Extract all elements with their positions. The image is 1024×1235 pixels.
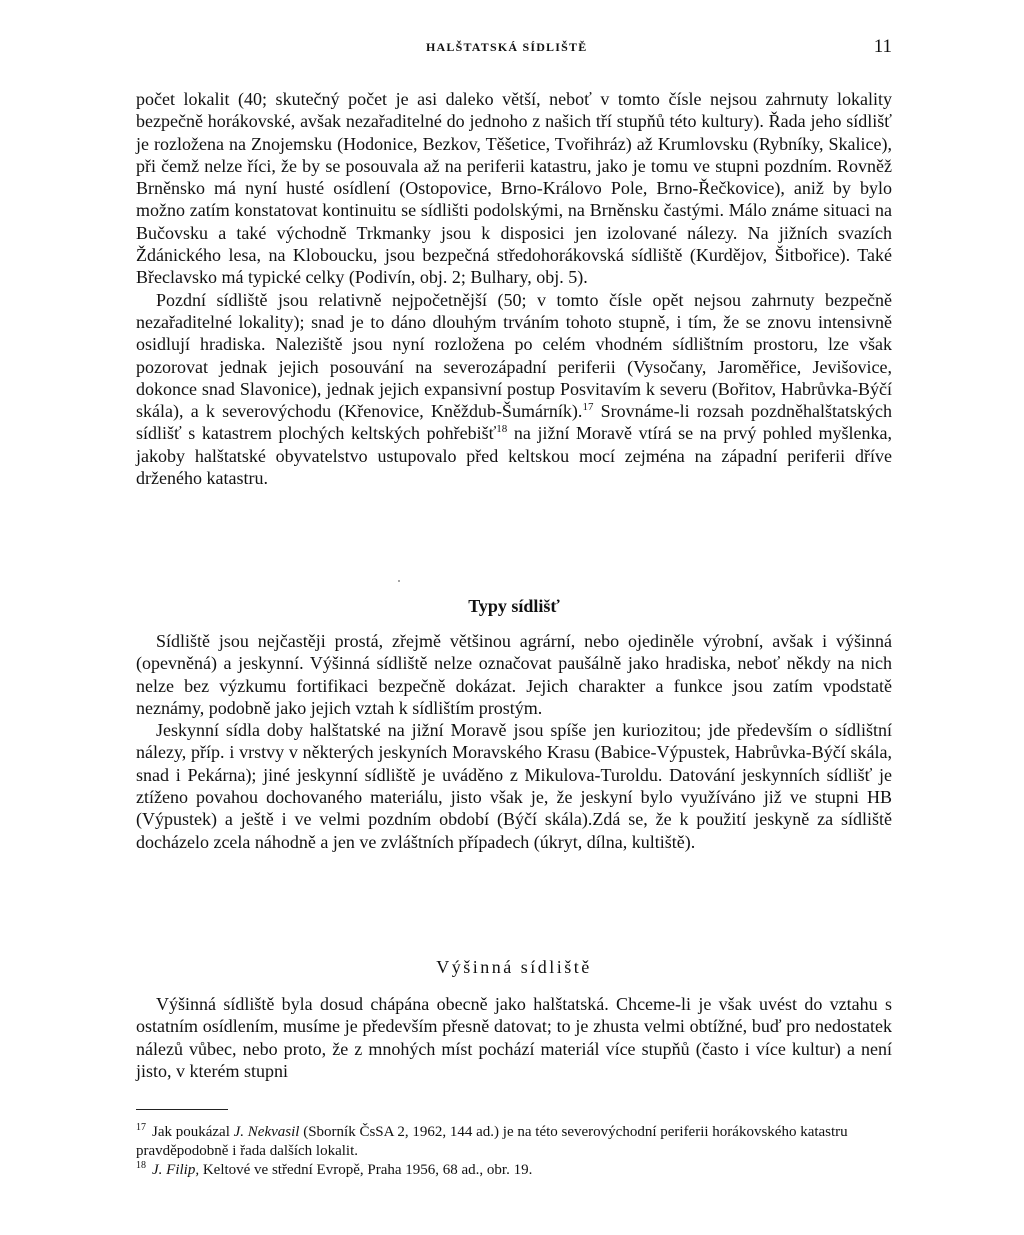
footnote-text-after: Keltové ve střední Evropě, Praha 1956, 68 ad., obr. 19. bbox=[199, 1162, 533, 1178]
heading-vysinna-sidliste: Výšinná sídliště bbox=[436, 957, 592, 977]
paragraph-late-part-3: na jižní Moravě vtírá se na prvý pohled myšlenka, jakoby halštatské obyvatelstvo ustupovalo před keltskou mocí zejména na západní periferii dříve drženého katastru. bbox=[136, 423, 892, 489]
footnote-17 bbox=[136, 1123, 892, 1161]
section-vysinna-sidliste bbox=[136, 993, 892, 1082]
footnote-author: J. Filip, bbox=[152, 1162, 200, 1178]
running-title: HALŠTATSKÁ SÍDLIŠTĚ bbox=[426, 40, 588, 54]
paragraph-late-part-2: Srovnáme-li rozsah pozdněhalštatských sídlišť s katastrem plochých keltských pohřebišť bbox=[136, 401, 892, 444]
heading-typy-sidlist: Typy sídlišť bbox=[468, 596, 560, 616]
paragraph-cave-sites: Jeskynní sídla doby halštatské na jižní Moravě jsou spíše jen kuriozitou; jde především o sídlištní nálezy, příp. i vrstvy v některých jeskyních Moravského Krasu (Babice-Výpustek, Habrůvka-Býčí skála, snad i Pekárna); jiné jeskynní sídliště je uváděno z Mikulova-Turoldu. Datování jeskynních sídlišť je ztíženo povahou dochovaného materiálu, jisto však je, že jeskyní bylo využíváno již ve stupni HB (Výpustek) a ještě i ve velmi pozdním období (Býčí skála).Zdá se, že k použití jeskyně za sídliště docházelo zcela náhodně a jen ve zvláštních případech (úkryt, dílna, kultiště). bbox=[136, 720, 892, 852]
footnote-number: 18 bbox=[136, 1160, 146, 1171]
paragraph-lokality-count: počet lokalit (40; skutečný počet je asi daleko větší, neboť v tomto čísle nejsou zahrnuty lokality bezpečně horákovské, avšak nezařaditelné do jednoho z našich tří stupňů této kultury). Řada jeho sídlišť je rozložena na Znojemsku (Hodonice, Bezkov, Těšetice, Tvořihráz) až Krumlovsku (Rybníky, Skalice), při čemž nelze říci, že by se posouvala až na periferii katastru, jako je tomu ve stupni pozdním. Rovněž Brněnsko má nyní husté osídlení (Ostopovice, Brno-Královo Pole, Brno-Řečkovice), aniž by bylo možno zatím konstatovat kontinuitu se sídlišti podolskými, na Brněnsku častými. Málo známe situaci na Bučovsku a také východně Trkmanky jsou k disposici jen izolované nálezy. Na jižních svazích Ždánického lesa, na Kloboucku, jsou bezpečná středohorákovská sídliště (Kurdějov, Šitbořice). Také Břeclavsko má typické celky (Podivín, obj. 2; Bulhary, obj. 5). bbox=[136, 89, 892, 288]
section-continuation bbox=[136, 88, 892, 489]
footnotes bbox=[136, 1123, 892, 1180]
footnote-18 bbox=[136, 1161, 892, 1180]
paragraph-hilltop-sites: Výšinná sídliště byla dosud chápána obecně jako halštatská. Chceme-li je však uvést do vztahu s ostatním osídlením, musíme je především přesně datovat; to je zhusta velmi obtížné, buď pro nedostatek nálezů vůbec, nebo proto, že z mnohých míst pochází materiál více stupňů (často i více kultur) a není jisto, v kterém stupni bbox=[136, 994, 892, 1081]
footnote-ref-18[interactable]: 18 bbox=[496, 423, 508, 436]
footnote-divider bbox=[136, 1109, 228, 1110]
scan-speck bbox=[398, 580, 400, 582]
footnote-author: J. Nekvasil bbox=[233, 1124, 300, 1140]
footnote-text-after: (Sborník ČsSA 2, 1962, 144 ad.) je na této severovýchodní periferii horákovského katastru pravděpodobně i řada dalších lokalit. bbox=[136, 1124, 848, 1159]
paragraph-site-types: Sídliště jsou nejčastěji prostá, zřejmě většinou agrární, nebo ojediněle výrobní, avšak i výšinná (opevněná) a jeskynní. Výšinná sídliště nelze označovat paušálně jako hradiska, neboť někdy na nich nelze bez výzkumu fortifikaci bezpečně dokázat. Jejich charakter a funkce jsou zatím vpodstatě neznámy, podobně jako jejich vztah k sídlištím prostým. bbox=[136, 631, 892, 718]
paragraph-late-part-1: Pozdní sídliště jsou relativně nejpočetnější (50; v tomto čísle opět nejsou zahrnuty bezpečně nezařaditelné lokality); snad je to dáno dlouhým trváním tohoto stupně, i tím, že se znovu intensivně osidlují hradiska. Naleziště jsou nyní rozložena po celém vhodném sídlištním prostoru, lze však pozorovat jednak jejich posouvání na severozápadní periferii (Vysočany, Jaroměřice, Jevišovice, dokonce snad Slavonice), jednak jejich expansivní postup Posvitavím k severu (Bořitov, Habrůvka-Býčí skála), a k severovýchodu (Křenovice, Kněždub-Šumárník). bbox=[136, 289, 892, 422]
running-head bbox=[136, 36, 892, 62]
paragraph-late-settlements bbox=[136, 289, 892, 490]
page-number: 11 bbox=[873, 36, 892, 57]
footnote-number: 17 bbox=[136, 1122, 146, 1133]
section-typy-sidlist bbox=[136, 630, 892, 853]
footnote-text-before: Jak poukázal bbox=[152, 1124, 234, 1140]
footnote-ref-17[interactable]: 17 bbox=[582, 401, 594, 414]
